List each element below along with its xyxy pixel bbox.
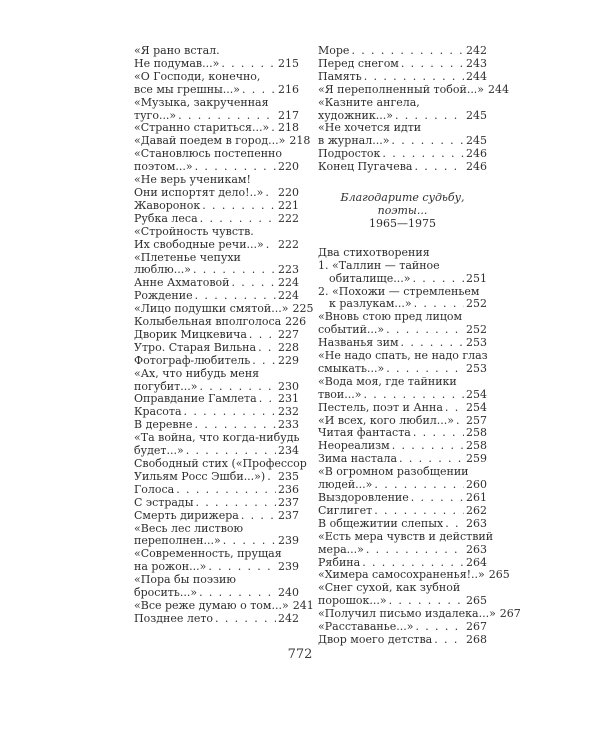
toc-entry-line [134, 200, 299, 213]
toc-entry-title: В деревне [134, 418, 193, 432]
toc-entry [318, 402, 487, 415]
toc-entry [318, 492, 487, 505]
toc-entry-title: Рождение [134, 289, 193, 303]
toc-entry-title: «Получил письмо издалека...» [318, 607, 496, 621]
toc-entry-line [134, 355, 299, 368]
toc-entry-line [134, 598, 314, 613]
toc-entry [318, 97, 487, 123]
toc-entry-line [134, 329, 299, 342]
toc-entry-title: Неореализм [318, 439, 390, 453]
toc-entry [318, 311, 487, 337]
toc-entry-title: твои...» [318, 387, 362, 401]
toc-entry-line [318, 544, 487, 557]
dot-leader [241, 510, 276, 523]
toc-entry [318, 260, 487, 286]
toc-entry-line [134, 315, 307, 329]
toc-entry-line [318, 518, 487, 531]
toc-entry [134, 342, 299, 355]
toc-entry [318, 350, 487, 376]
toc-entry-title-line: «В огромном разобщении [318, 465, 469, 479]
toc-page-number: 243 [466, 56, 487, 70]
toc-entry [134, 148, 299, 174]
toc-page-number: 218 [278, 121, 299, 135]
dot-leader [258, 342, 276, 355]
toc-entry-title: «Расставанье...» [318, 620, 414, 634]
toc-entry-title: Смерть дирижера [134, 508, 239, 522]
dot-leader [445, 402, 464, 415]
dot-leader [265, 187, 276, 200]
toc-entry-title-line: 1. «Таллин — тайное [318, 258, 440, 272]
toc-page-number: 222 [278, 211, 299, 225]
toc-entry-title-line: Свободный стих («Профессор [134, 457, 307, 470]
toc-entry-title: «И всех, кого любил...» [318, 413, 454, 427]
dot-leader [184, 406, 276, 419]
toc-entry-title-line: «Становлюсь постепенно [134, 147, 282, 161]
toc-page-number: 265 [488, 568, 510, 582]
toc-page-number: 264 [466, 555, 487, 569]
dot-leader [221, 58, 276, 71]
toc-entry-title: Подросток [318, 147, 381, 161]
toc-entry-title: люблю...» [134, 263, 191, 277]
toc-page-number: 242 [278, 611, 299, 625]
toc-page-number: 222 [278, 237, 299, 251]
section-title: Благодарите судьбу, поэты... [340, 191, 465, 217]
toc-entry [134, 368, 299, 394]
toc-entry-title: Анне Ахматовой [134, 276, 230, 290]
toc-entry [134, 355, 299, 368]
toc-entry [134, 574, 299, 600]
toc-page-number: 237 [278, 508, 299, 522]
toc-entry [134, 497, 299, 510]
dot-leader [434, 634, 464, 647]
toc-entry [134, 213, 299, 226]
toc-page-number: 268 [466, 632, 487, 646]
toc-page-number: 234 [278, 444, 299, 458]
toc-page-number: 261 [466, 491, 487, 504]
toc-entry-title: Дворик Мицкевича [134, 327, 247, 341]
toc-entry-title-line: «Стройность чувств. [134, 224, 254, 238]
dot-leader [413, 427, 464, 440]
toc-entry-line [134, 187, 299, 200]
page-number: 772 [287, 647, 313, 662]
toc-entry-line [134, 471, 299, 484]
toc-entry-title: Зима настала [318, 452, 398, 466]
toc-entry-title: в журнал...» [318, 134, 390, 148]
toc-entry [318, 45, 487, 58]
dot-leader [176, 484, 276, 497]
toc-entry-line [134, 239, 299, 252]
toc-page-number: 253 [466, 336, 487, 350]
toc-entry [318, 58, 487, 71]
toc-entry-title: Не подумав...» [134, 56, 220, 70]
toc-entry-title: Позднее лето [134, 611, 214, 625]
toc-entry [134, 523, 299, 549]
toc-entry [318, 161, 487, 174]
toc-entry [318, 466, 487, 492]
toc-entry-title-line: «Плетенье чепухи [134, 250, 241, 264]
dot-leader [267, 471, 276, 484]
toc-entry [134, 252, 299, 278]
toc-page-number: 265 [466, 594, 487, 608]
dot-leader [364, 71, 464, 84]
dot-leader [351, 45, 464, 58]
toc-entry-title-line: 2. «Похожи — стремленьем [318, 284, 480, 298]
toc-entry [134, 432, 299, 458]
toc-entry-line [318, 492, 487, 505]
toc-entry-title: Красота [134, 405, 182, 419]
toc-page-number: 220 [278, 185, 299, 199]
toc-entry [134, 71, 299, 97]
toc-page-number: 252 [466, 297, 487, 311]
toc-page-number: 251 [466, 271, 487, 285]
toc-page-number: 240 [278, 586, 299, 600]
toc-entry-line [134, 497, 299, 510]
toc-entry [134, 97, 299, 123]
toc-entry [134, 226, 299, 252]
toc-entry [318, 376, 487, 402]
toc-entry [318, 505, 487, 518]
toc-entry-title: «Давай поедем в город...» [134, 134, 286, 148]
toc-entry-title: Оправдание Гамлета [134, 392, 257, 406]
toc-entry [134, 329, 299, 342]
dot-leader [252, 355, 276, 368]
dot-leader [392, 440, 464, 453]
toc-entry-line [134, 84, 299, 97]
toc-entry-title: «Странно стариться...» [134, 121, 270, 135]
toc-entry [134, 457, 307, 484]
toc-page-number: 258 [466, 426, 487, 440]
toc-right-top [318, 44, 510, 174]
toc-entry-line [318, 45, 487, 58]
toc-page-number: 246 [466, 147, 487, 161]
toc-page-number: 228 [278, 340, 299, 354]
toc-entry [318, 529, 494, 557]
toc-page-number: 253 [466, 361, 487, 375]
dot-leader [242, 84, 276, 97]
toc-entry [134, 174, 299, 200]
toc-entry-title-line: «Та война, что когда-нибудь [134, 431, 300, 445]
toc-page-number: 262 [466, 503, 487, 517]
toc-entry-title: Утро. Старая Вильна [134, 340, 257, 354]
toc-entry-line [318, 363, 487, 376]
toc-page-number: 257 [466, 413, 487, 427]
toc-entry-title-line: «Не хочется идти [318, 121, 422, 135]
toc-page-number: 230 [278, 379, 299, 393]
dot-leader [363, 389, 464, 402]
dot-leader [195, 497, 276, 510]
toc-page-number: 245 [466, 134, 487, 148]
toc-page-number: 236 [278, 482, 299, 496]
toc-entry-title: бросить...» [134, 586, 198, 600]
toc-page-number: 224 [278, 289, 299, 303]
toc-entry-title: Их свободные речи...» [134, 237, 264, 251]
toc-entry-title-line: «Не верь ученикам! [134, 173, 251, 187]
toc-entry-title-line: «Вновь стою пред лицом [318, 310, 463, 324]
toc-entry-line [134, 58, 299, 71]
toc-entry-title-line: «Музыка, закрученная [134, 95, 269, 109]
toc-entry-line [318, 505, 487, 518]
toc-entry-line [134, 213, 299, 226]
toc-entry-title: Море [318, 44, 350, 57]
dot-leader [202, 200, 276, 213]
toc-entry-line [134, 613, 299, 626]
toc-page-number: 237 [278, 495, 299, 509]
toc-entry-title: Рябина [318, 555, 361, 569]
toc-entry-title-line: «Казните ангела, [318, 95, 420, 109]
toc-entry-line [134, 510, 299, 523]
toc-page-number: 235 [278, 469, 299, 483]
toc-entry-title-line: «Я рано встал. [134, 44, 220, 57]
toc-entry-title: смыкать...» [318, 361, 385, 375]
toc-entry [318, 286, 487, 312]
toc-entry-title: погубит...» [134, 379, 198, 393]
toc-page-number: 260 [466, 478, 487, 492]
toc-page-number: 215 [278, 56, 299, 70]
toc-entry [134, 613, 299, 626]
dot-leader [374, 505, 464, 518]
dot-leader [366, 544, 464, 557]
toc-page-number: 226 [285, 315, 307, 329]
toc-entry [134, 598, 314, 613]
toc-entry [134, 200, 299, 213]
toc-page-number: 239 [278, 534, 299, 548]
dot-leader [249, 329, 276, 342]
toc-entry-title: Голоса [134, 482, 175, 496]
toc-entry-title: Названья зим [318, 336, 399, 350]
dot-leader [413, 273, 465, 286]
toc-entry-title-line: «Ах, что нибудь меня [134, 366, 260, 380]
toc-entry-title: будет...» [134, 444, 184, 458]
toc-entry-title-line: «Не надо спать, не надо глаз [318, 349, 488, 363]
toc-entry [318, 122, 487, 148]
toc-page-number: 267 [466, 620, 487, 634]
toc-page-number: 218 [289, 134, 311, 148]
dot-leader [200, 213, 276, 226]
toc-entry-title: «Лицо подушки смятой...» [134, 302, 289, 316]
toc-page-number: 232 [278, 405, 299, 419]
toc-entry-title: Уильям Росс Эшби...») [134, 469, 266, 483]
toc-entry-title: к разлукам...» [329, 297, 412, 311]
toc-entry-title: поэтом...» [134, 160, 193, 174]
toc-entry-title: переполнен...» [134, 534, 221, 548]
toc-entry-title: людей...» [318, 478, 373, 492]
toc-page-number: 221 [278, 198, 299, 212]
dot-leader [445, 518, 464, 531]
toc-entry [134, 484, 299, 497]
toc-entry-title-line: «Есть мера чувств и действий [318, 529, 494, 543]
toc-entry-title: мера...» [318, 542, 364, 556]
toc-entry-title: порошок...» [318, 594, 387, 608]
toc-entry-title: обиталище...» [329, 271, 411, 285]
toc-entry-line [318, 389, 487, 402]
toc-page-number: 217 [278, 108, 299, 122]
toc-page-number: 242 [466, 44, 487, 57]
toc-entry [318, 82, 510, 97]
toc-entry [318, 634, 487, 647]
dot-leader [386, 363, 464, 376]
toc-entry-line [318, 161, 487, 174]
section-heading [318, 192, 487, 231]
toc-page-number: 259 [466, 452, 487, 466]
toc-page-number: 216 [278, 82, 299, 96]
toc-entry-title-line: «Весь лес листвою [134, 521, 244, 535]
toc-entry-title: Сиглигет [318, 503, 373, 517]
dot-leader [391, 135, 464, 148]
toc-entry [318, 518, 487, 531]
dot-leader [232, 277, 276, 290]
toc-entry [134, 315, 307, 329]
toc-entry-line [318, 402, 487, 415]
toc-entry [318, 71, 487, 84]
toc-entry-title: на рожон...» [134, 560, 207, 574]
toc-page-number: 267 [499, 607, 521, 621]
dot-leader [266, 239, 276, 252]
toc-entry-title: «Я переполненный тобой...» [318, 82, 485, 96]
section-years: 1965—1975 [369, 216, 436, 230]
toc-page-number: 252 [466, 323, 487, 337]
toc-page-number: 231 [278, 392, 299, 406]
toc-left-column [134, 44, 314, 626]
toc-page-number: 239 [278, 560, 299, 574]
toc-page-number: 227 [278, 327, 299, 341]
toc-entry-title-line: «О Господи, конечно, [134, 69, 261, 83]
toc-entry [318, 582, 487, 608]
toc-entry-title: В общежитии слепых [318, 516, 444, 530]
toc-entry-title: Рубка леса [134, 211, 198, 225]
toc-page-number: 258 [466, 439, 487, 453]
toc-entry-title-line: «Пора бы поэзию [134, 573, 236, 587]
toc-entry-title: Память [318, 69, 362, 83]
toc-group-heading-text: Два стихотворения [318, 245, 430, 259]
toc-entry-title-line: «Вода моя, где тайники [318, 374, 457, 388]
toc-entry-line [318, 273, 487, 286]
dot-leader [215, 613, 276, 626]
toc-page-number: 224 [278, 276, 299, 290]
toc-entry-title-line: «Снег сухой, как зубной [318, 581, 461, 595]
toc-entry-title: «Все реже думаю о том...» [134, 598, 289, 612]
toc-right-column [318, 44, 521, 647]
toc-page-number: 254 [466, 387, 487, 401]
dot-leader [456, 415, 464, 428]
toc-entry-title: Пестель, поэт и Анна [318, 400, 443, 414]
toc-entry-title: Выздоровление [318, 491, 409, 504]
toc-entry-title: С эстрады [134, 495, 194, 509]
toc-page-number: 245 [466, 108, 487, 122]
toc-entry-title: Фотограф-любитель [134, 353, 251, 367]
toc-page-number: 220 [278, 160, 299, 174]
toc-entry-line [318, 82, 510, 97]
toc-entry [134, 548, 299, 574]
toc-group-heading [318, 247, 487, 260]
toc-page-number: 233 [278, 418, 299, 432]
toc-entry-title: Двор моего детства [318, 632, 433, 646]
toc-page-number: 246 [466, 160, 487, 174]
toc-entry [134, 510, 299, 523]
toc-page-number: 254 [466, 400, 487, 414]
toc-page-number: 263 [466, 516, 487, 530]
toc-entry-title: Колыбельная вполголоса [134, 315, 282, 329]
toc-entry [134, 45, 299, 71]
toc-page-number: 244 [488, 82, 510, 96]
dot-leader [414, 161, 464, 174]
toc-entry-title: Они испортят дело!..» [134, 185, 264, 199]
toc-entry-title: туго...» [134, 108, 177, 122]
toc-entry-line [134, 484, 299, 497]
toc-entry-title: Перед снегом [318, 56, 399, 70]
toc-entry-line [134, 342, 299, 355]
toc-entry-title: событий...» [318, 323, 385, 337]
toc-entry-line [318, 634, 487, 647]
toc-entry-title: все мы грешны...» [134, 82, 241, 96]
toc-entry-title: художник...» [318, 108, 393, 122]
toc-entry-title: «Химера самосохраненья!..» [318, 568, 485, 582]
toc-right-bottom [318, 245, 521, 647]
toc-entry-title: Читая фантаста [318, 426, 411, 440]
dot-leader [259, 393, 276, 406]
dot-leader [401, 58, 464, 71]
toc-page-number: 223 [278, 263, 299, 277]
toc-page-number: 263 [466, 542, 487, 556]
toc-page-number: 225 [292, 302, 314, 316]
toc-entry-line [318, 71, 487, 84]
toc-entry-line [318, 58, 487, 71]
toc-entry-title-line: «Современность, прущая [134, 547, 282, 561]
toc-entry-title: Конец Пугачева [318, 160, 413, 174]
dot-leader [411, 492, 464, 505]
toc-page-number: 241 [292, 598, 314, 612]
toc-entry-title: Жаворонок [134, 198, 201, 212]
toc-page-number: 229 [278, 353, 299, 367]
toc-page-number: 244 [466, 69, 487, 83]
